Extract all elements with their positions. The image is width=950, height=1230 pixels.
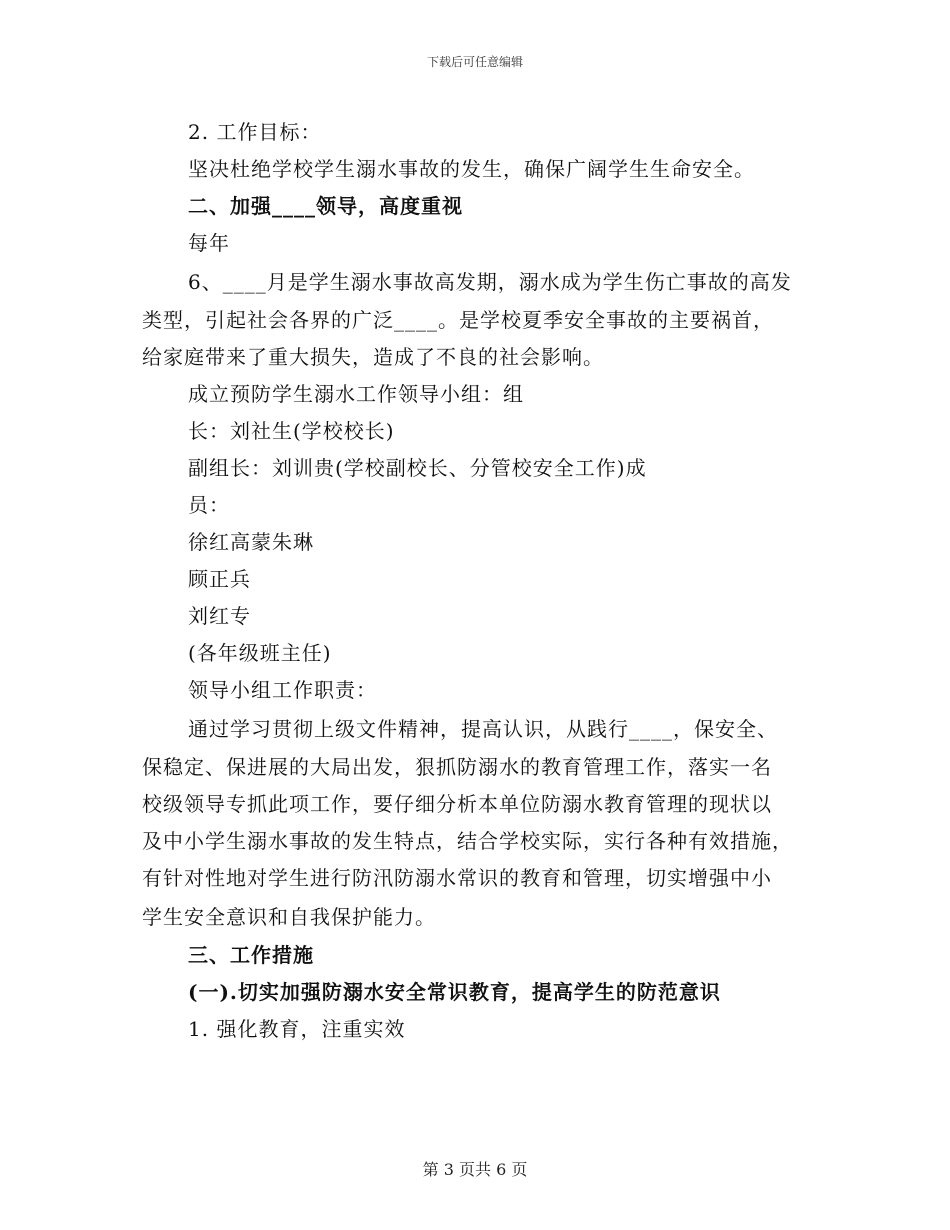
- page-footer: 第 3 页共 6 页: [422, 1160, 528, 1179]
- paragraph: 副组长：刘训贵(学校副校长、分管校安全工作)成: [188, 456, 647, 480]
- member-name: 徐红高蒙朱琳: [188, 530, 314, 554]
- member-name: 刘红专: [188, 604, 251, 628]
- document-body: [142, 114, 812, 1048]
- paragraph: 校级领导专抓此项工作，要仔细分析本单位防溺水教育管理的现状以: [142, 792, 772, 816]
- paragraph: 给家庭带来了重大损失，造成了不良的社会影响。: [142, 345, 604, 369]
- paragraph: 坚决杜绝学校学生溺水事故的发生，确保广阔学生生命安全。: [188, 157, 755, 181]
- work-goal-heading: 2. 工作目标：: [188, 120, 322, 144]
- section-heading: 三、工作措施: [188, 943, 314, 967]
- section-heading: 二、加强____领导，高度重视: [188, 194, 463, 218]
- page-header: 下载后可任意编辑: [426, 55, 523, 69]
- paragraph: 学生安全意识和自我保护能力。: [142, 905, 436, 929]
- paragraph: (各年级班主任): [188, 641, 332, 665]
- subsection-item: 1. 强化教育，注重实效: [188, 1017, 406, 1041]
- subsection-heading: (一).切实加强防溺水安全常识教育，提高学生的防范意识: [188, 980, 721, 1004]
- paragraph: 长：刘社生(学校校长): [188, 419, 395, 443]
- paragraph: 有针对性地对学生进行防汛防溺水常识的教育和管理，切实增强中小: [142, 866, 772, 890]
- paragraph: 成立预防学生溺水工作领导小组：组: [188, 382, 524, 406]
- paragraph: 领导小组工作职责：: [188, 678, 377, 702]
- paragraph: 6、____月是学生溺水事故高发期，溺水成为学生伤亡事故的高发: [188, 270, 792, 294]
- paragraph: 保稳定、保进展的大局出发，狠抓防溺水的教育管理工作，落实一名: [142, 755, 772, 779]
- member-name: 顾正兵: [188, 567, 251, 591]
- paragraph: 每年: [188, 231, 230, 255]
- paragraph: 通过学习贯彻上级文件精神，提高认识，从践行____，保安全、: [188, 717, 778, 741]
- paragraph: 类型，引起社会各界的广泛____。是学校夏季安全事故的主要祸首，: [142, 308, 774, 332]
- paragraph: 员：: [188, 493, 230, 517]
- paragraph: 及中小学生溺水事故的发生特点，结合学校实际，实行各种有效措施，: [142, 829, 793, 853]
